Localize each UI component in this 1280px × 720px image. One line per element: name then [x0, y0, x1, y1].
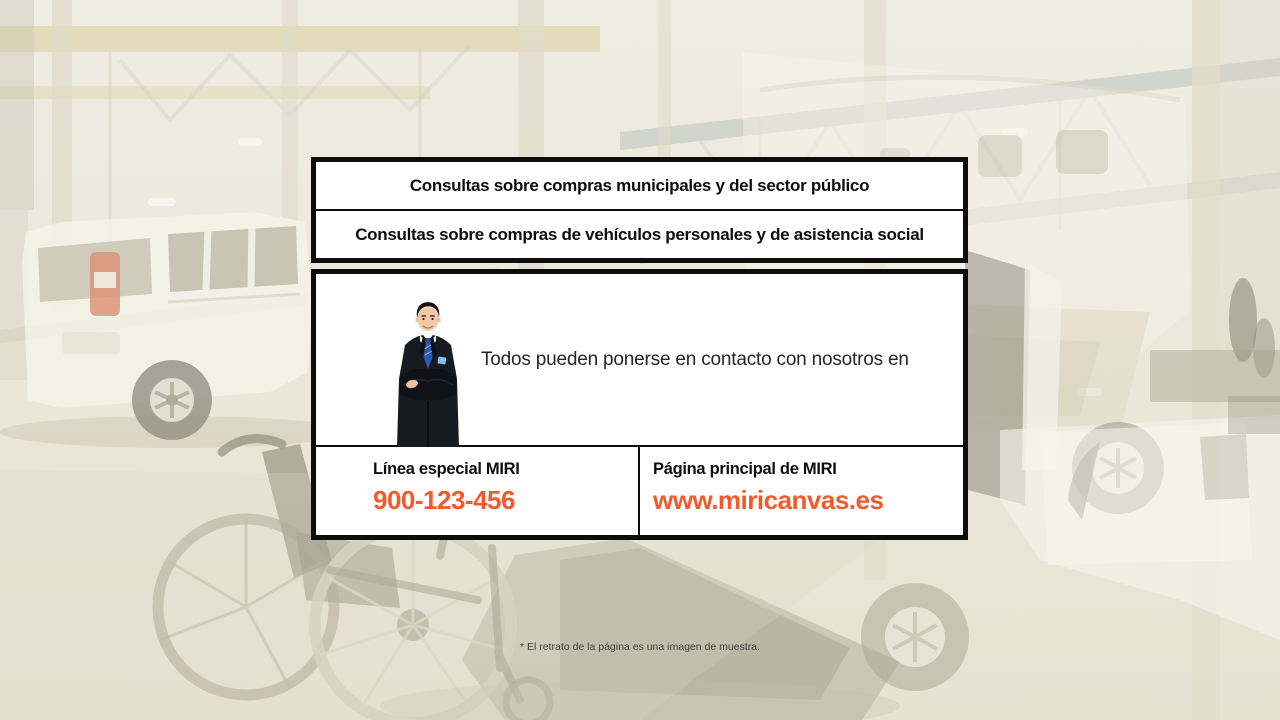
footnote: * El retrato de la página es una imagen de muestra.	[520, 641, 760, 653]
header-box	[311, 157, 968, 263]
header-line-1: Consultas sobre compras municipales y del sector público	[409, 175, 870, 195]
contact-upper-section	[316, 274, 963, 445]
contact-message: Todos pueden ponerse en contacto con nosotros en	[481, 348, 909, 370]
phone-cell	[316, 447, 638, 535]
website-url[interactable]: www.miricanvas.es	[653, 485, 884, 515]
contact-lower-section	[316, 447, 963, 535]
website-cell	[640, 447, 963, 535]
phone-label: Línea especial MIRI	[373, 460, 520, 478]
consultant-photo-icon	[393, 297, 463, 447]
header-line-2: Consultas sobre compras de vehículos personales y de asistencia social	[355, 224, 924, 244]
website-label: Página principal de MIRI	[653, 460, 837, 478]
contact-box	[311, 269, 968, 540]
phone-number: 900-123-456	[373, 485, 515, 515]
